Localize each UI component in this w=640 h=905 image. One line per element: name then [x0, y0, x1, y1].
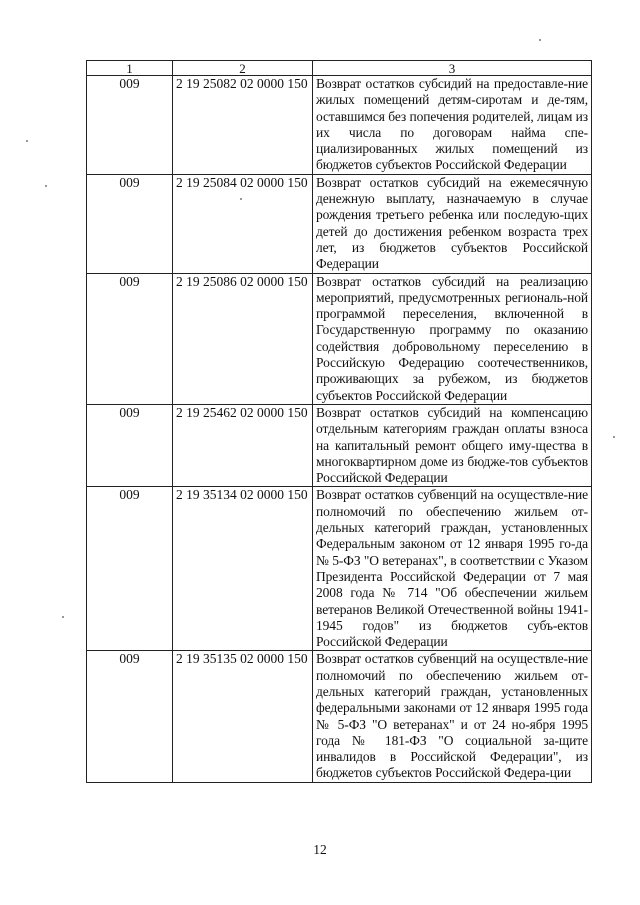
table-row: [87, 174, 592, 273]
scan-speck: [45, 185, 47, 187]
table-row: [87, 273, 592, 404]
budget-classification-code-cell: 2 19 25462 02 0000 150: [173, 404, 313, 486]
scan-speck: [240, 198, 242, 200]
admin-code-cell: 009: [87, 487, 173, 651]
table-row: [87, 404, 592, 486]
budget-classification-code-cell: 2 19 25086 02 0000 150: [173, 273, 313, 404]
scan-speck: [613, 436, 615, 438]
budget-table-wrapper: [86, 60, 591, 783]
budget-classification-code-cell: 2 19 25084 02 0000 150: [173, 174, 313, 273]
scan-speck: [26, 140, 28, 142]
budget-classification-code-cell: 2 19 25082 02 0000 150: [173, 76, 313, 175]
table-row: [87, 487, 592, 651]
income-description-cell: Возврат остатков субвенций на осуществле-ние полномочий по обеспечению жильем от-дельных категорий граждан, установленных Федеральным законом от 12 января 1995 го-да № 5-ФЗ "О ветеранах", в соответствии с Указом Президента Российской Федерации от 7 мая 2008 года № 714 "Об обеспечении жильем ветеранов Великой Отечественной войны 1941-1945 годов" из бюджетов субъ-ектов Российской Федерации: [313, 487, 592, 651]
budget-classification-code-cell: 2 19 35134 02 0000 150: [173, 487, 313, 651]
table-row: [87, 76, 592, 175]
income-description-cell: Возврат остатков субсидий на ежемесячную денежную выплату, назначаемую в случае рождения третьего ребенка или последую-щих детей до достижения ребенком возраста трех лет, из бюджетов субъектов Российской Федерации: [313, 174, 592, 273]
admin-code-cell: 009: [87, 174, 173, 273]
budget-codes-table: [86, 60, 592, 783]
admin-code-cell: 009: [87, 651, 173, 782]
income-description-cell: Возврат остатков субсидий на компенсацию отдельным категориям граждан оплаты взноса на капитальный ремонт общего иму-щества в многоквартирном доме из бюдже-тов субъектов Российской Федерации: [313, 404, 592, 486]
scan-speck: [62, 616, 64, 618]
column-header-1: 1: [87, 61, 173, 76]
admin-code-cell: 009: [87, 273, 173, 404]
column-header-2: 2: [173, 61, 313, 76]
income-description-cell: Возврат остатков субсидий на реализацию мероприятий, предусмотренных региональ-ной программой переселения, включенной в Государственную программу по оказанию содействия добровольному переселению в Российскую Федерацию соотечественников, проживающих за рубежом, из бюджетов субъектов Российской Федерации: [313, 273, 592, 404]
admin-code-cell: 009: [87, 76, 173, 175]
column-header-3: 3: [313, 61, 592, 76]
table-header-row: [87, 61, 592, 76]
table-row: [87, 651, 592, 782]
admin-code-cell: 009: [87, 404, 173, 486]
income-description-cell: Возврат остатков субвенций на осуществле-ние полномочий по обеспечению жильем от-дельных категорий граждан, установленных федеральными законами от 12 января 1995 года № 5-ФЗ "О ветеранах" и от 24 но-ября 1995 года № 181-ФЗ "О социальной за-щите инвалидов в Российской Федерации", из бюджетов субъектов Российской Федера-ции: [313, 651, 592, 782]
income-description-cell: Возврат остатков субсидий на предоставле-ние жилых помещений детям-сиротам и де-тям, оставшимся без попечения родителей, лицам из их числа по договорам найма спе-циализированных жилых помещений из бюджетов субъектов Российской Федерации: [313, 76, 592, 175]
scan-speck: [539, 39, 541, 41]
budget-classification-code-cell: 2 19 35135 02 0000 150: [173, 651, 313, 782]
page-number: 12: [313, 842, 327, 857]
